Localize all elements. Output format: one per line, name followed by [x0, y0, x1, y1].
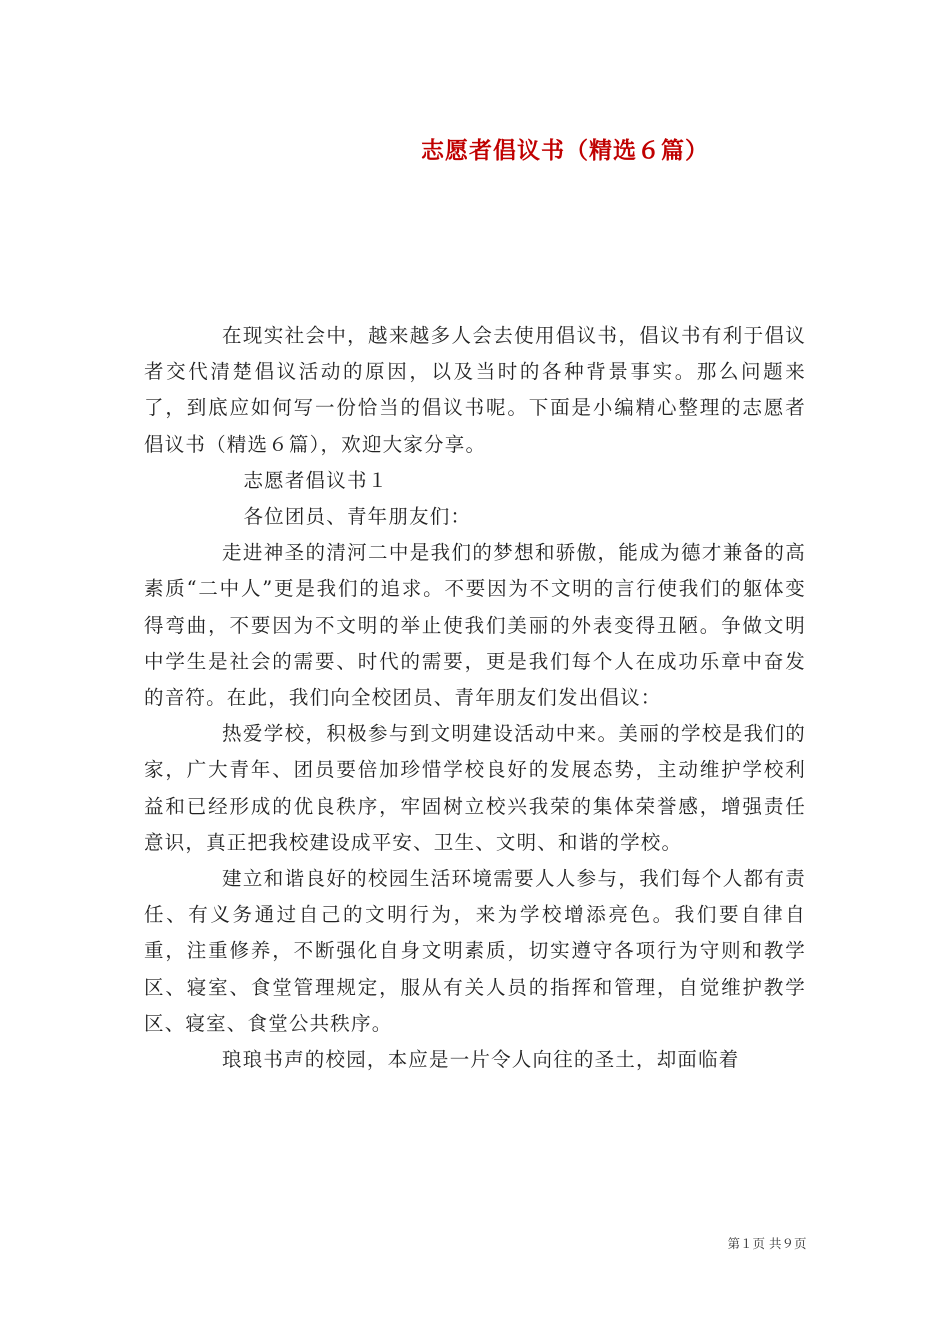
body-paragraph: 热爱学校，积极参与到文明建设活动中来。美丽的学校是我们的家，广大青年、团员要倍加珍惜学校良好的发展态势，主动维护学校利益和已经形成的优良秩序，牢固树立校兴我荣的集体荣誉感，增强责任意识，真正把我校建设成平安、卫生、文明、和谐的学校。 — [144, 722, 806, 854]
document-title-text: 志愿者倡议书（精选６篇） — [421, 137, 709, 164]
document-title — [0, 132, 950, 165]
section-heading: 志愿者倡议书１ — [243, 468, 389, 492]
body-paragraph: 建立和谐良好的校园生活环境需要人人参与，我们每个人都有责任、有义务通过自己的文明行为，来为学校增添亮色。我们要自律自重，注重修养，不断强化自身文明素质，切实遵守各项行为守则和教学区、寝室、食堂管理规定，服从有关人员的指挥和管理，自觉维护教学区、寝室、食堂公共秩序。 — [144, 867, 806, 1035]
body-paragraph: 琅琅书声的校园，本应是一片令人向往的圣土，却面临着 — [222, 1048, 740, 1072]
body-paragraph: 走进神圣的清河二中是我们的梦想和骄傲，能成为德才兼备的高素质“二中人”更是我们的追求。不要因为不文明的言行使我们的躯体变得弯曲，不要因为不文明的举止使我们美丽的外表变得丑陋。争做文明中学生是社会的需要、时代的需要，更是我们每个人在成功乐章中奋发的音符。在此，我们向全校团员、青年朋友们发出倡议： — [144, 541, 806, 710]
greeting-line: 各位团员、青年朋友们： — [243, 505, 472, 529]
document-body — [144, 318, 806, 1078]
intro-paragraph: 在现实社会中，越来越多人会去使用倡议书，倡议书有利于倡议者交代清楚倡议活动的原因，以及当时的各种背景事实。那么问题来了，到底应如何写一份恰当的倡议书呢。下面是小编精心整理的志愿者倡议书（精选６篇），欢迎大家分享。 — [144, 324, 806, 456]
page-number: 第１页 共９页 — [727, 1236, 807, 1251]
page-footer — [0, 1234, 950, 1252]
